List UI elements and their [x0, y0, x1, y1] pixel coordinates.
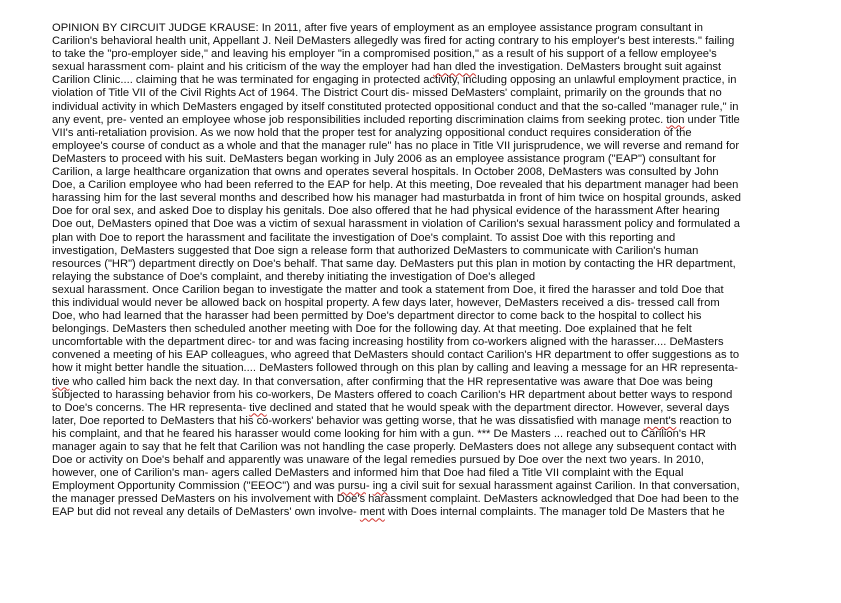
text-segment: VII's anti-retaliation provision. As we now hold that the proper test for analyzing oppositional conduct requires consideration of the: [52, 126, 692, 139]
text-segment: manager again to say that he felt that Carilion was not handling the case properly. DeMasters does not allege any subsequent contact with: [52, 441, 737, 453]
text-line: [52, 35, 822, 48]
text-segment: DeMasters to proceed with his suit. DeMasters began working in July 2006 as an employee assistance program ("EAP") consultant for: [52, 152, 716, 165]
text-segment: belongings. DeMasters then scheduled another meeting with Doe for the following day. At that meeting. Doe explained that he felt: [52, 323, 692, 336]
text-segment: resources ("HR") department directly on Doe's behalf. That same day. DeMasters put this plan in motion by contacting the HR department,: [52, 257, 736, 270]
misspelled-word: han dled: [433, 61, 477, 74]
text-segment: employee's course of conduct as a whole and that the manager rule" has no place in Title VII jurisprudence, we will reverse and remand for: [52, 139, 740, 152]
text-segment: individual activity in which DeMasters engaged by itself constituted protected oppositional conduct and that the so-called "manager rule," in: [52, 100, 739, 113]
text-line: [52, 336, 822, 349]
text-line: [52, 362, 822, 375]
text-line: [52, 205, 822, 218]
misspelled-word: ing: [372, 480, 388, 493]
text-line: [52, 493, 822, 506]
text-line: [52, 114, 822, 127]
text-segment: uncomfortable with the department direc- tor and was facing increasing hostility from co-workers aligned with the harasser.... DeMasters: [52, 336, 724, 349]
text-segment: sexual harassment com- plaint and his criticism of the way the employer had: [52, 61, 434, 74]
text-segment: under Title: [684, 113, 740, 126]
text-line: [52, 48, 822, 61]
misspelled-word: tive: [52, 375, 70, 388]
text-line: [52, 232, 822, 245]
misspelled-word: pursu: [337, 480, 366, 493]
opinion-text-body: [52, 22, 822, 520]
text-segment: OPINION BY CIRCUIT JUDGE KRAUSE: In 2011, after five years of employment as an employee assistance program consultant in: [52, 22, 704, 34]
text-line: [52, 467, 822, 480]
text-segment: later, Doe reported to DeMasters that his co-workers' behavior was getting worse, that he was dissatisfied with manage: [52, 414, 644, 427]
text-segment: -: [365, 480, 373, 493]
text-segment: declined and stated that he would speak with the department director. However, several days: [266, 401, 730, 414]
text-line: [52, 245, 822, 258]
text-line: [52, 480, 822, 493]
text-segment: his complaint, and that he feared his harasser would come looking for him with a gun. *** De Masters ... reached out to Carilion's HR: [52, 427, 706, 440]
text-segment: how it might better handle the situation.... DeMasters followed through on this plan by calling and leaving a message for an HR representa-: [52, 362, 738, 375]
misspelled-word: ment: [359, 506, 385, 519]
text-segment: to Doe's concerns. The HR representa-: [52, 401, 250, 414]
text-segment: however, one of Carilion's man- agers called DeMasters and informed him that Doe had filed a Title VII complaint with the Equal: [52, 467, 684, 480]
text-segment: Carilion, a large healthcare organization that owns and operates several hospitals. In October 2008, DeMasters was consulted by John: [52, 166, 719, 179]
text-line: [52, 402, 822, 415]
misspelled-word: tive: [249, 401, 267, 414]
text-segment: a civil suit for sexual harassment against Carilion. In that conversation,: [387, 480, 740, 493]
text-line: [52, 389, 822, 402]
text-segment: Doe out, DeMasters opined that Doe was a victim of sexual harassment in violation of Carilion's sexual harassment policy and formulated a: [52, 218, 741, 231]
text-line: [52, 218, 822, 231]
text-line: [52, 61, 822, 74]
text-segment: Carilion's behavioral health unit, Appellant J. Neil DeMasters allegedly was fired for acting contrary to his employer's best interests." failing: [52, 35, 735, 48]
text-segment: the investigation. DeMasters brought suit against: [476, 61, 722, 74]
text-segment: violation of Title VII of the Civil Rights Act of 1964. The District Court dis- missed DeMasters' complaint, primarily on the grounds that no: [52, 87, 722, 100]
text-line: [52, 297, 822, 310]
text-segment: EAP but did not reveal any details of DeMasters' own involve-: [52, 506, 360, 519]
misspelled-word: ment's: [643, 414, 677, 427]
misspelled-word: tion: [666, 113, 685, 126]
text-line: [52, 140, 822, 153]
text-line: [52, 127, 822, 140]
text-line: [52, 101, 822, 114]
text-segment: this individual would never be allowed back on hospital property. A few days later, however, DeMasters received a dis- tressed call from: [52, 296, 720, 309]
text-line: [52, 258, 822, 271]
text-segment: reaction to: [676, 414, 732, 427]
text-segment: the manager pressed DeMasters on his involvement with Doe's harassment complaint. DeMasters acknowledged that Doe had been to the: [52, 493, 739, 506]
text-segment: investigation, DeMasters suggested that Doe sign a release form that authorized DeMasters to communicate with Carilion's human: [52, 244, 699, 257]
text-line: [52, 415, 822, 428]
text-segment: who called him back the next day. In that conversation, after confirming that the HR representative was aware that Doe was being: [69, 375, 713, 388]
text-line: [52, 349, 822, 362]
text-line: [52, 192, 822, 205]
text-segment: subjected to harassing behavior from his co-workers, De Masters offered to coach Carilion's HR department about better ways to respond: [52, 388, 733, 401]
text-line: [52, 87, 822, 100]
text-segment: to take the "pro-employer side," and leaving his employer "in a compromised position," as a result of his support of a fellow employee's: [52, 48, 717, 61]
text-line: [52, 74, 822, 87]
text-line: [52, 271, 822, 284]
text-segment: sexual harassment. Once Carilion began to investigate the matter and took a statement from Doe, it fired the harasser and told Doe that: [52, 283, 724, 296]
text-line: [52, 310, 822, 323]
text-segment: Doe for oral sex, and asked Doe to display his genitals. Doe also offered that he had physical evidence of the harassment After hearing: [52, 205, 720, 218]
text-segment: Doe, who had learned that the harasser had been permitted by Doe's department director to come back to the hospital to collect his: [52, 310, 702, 323]
text-line: [52, 166, 822, 179]
text-segment: convened a meeting of his EAP colleagues, who agreed that DeMasters should contact Carilion's HR department to offer suggestions as to: [52, 349, 740, 362]
text-line: [52, 22, 822, 35]
text-line: [52, 454, 822, 467]
text-segment: relaying the substance of Doe's complaint, and thereby initiating the investigation of Doe's alleged: [52, 270, 536, 283]
text-segment: any event, pre- vented an employee whose job responsibilities included reporting discrimination claims from seeking protec.: [52, 113, 667, 126]
text-segment: Employment Opportunity Commission ("EEOC") and was: [52, 480, 338, 493]
text-line: [52, 376, 822, 389]
text-line: [52, 506, 822, 519]
text-line: [52, 323, 822, 336]
text-segment: harassing him for the last several months and described how his manager had masturbatda in front of him twice on hospital grounds, asked: [52, 192, 742, 205]
text-line: [52, 428, 822, 441]
text-line: [52, 179, 822, 192]
text-segment: plan with Doe to report the harassment and facilitate the investigation of Doe's complaint. To assist Doe with this reporting and: [52, 231, 676, 244]
text-segment: Doe or activity on Doe's behalf and apparently was unaware of the legal remedies pursued by Doe over the next two years. In 2010,: [52, 454, 705, 467]
text-segment: with Does internal complaints. The manager told De Masters that he: [384, 506, 725, 519]
text-segment: Doe, a Carilion employee who had been referred to the EAP for help. At this meeting, Doe revealed that his department manager had been: [52, 179, 739, 192]
text-line: [52, 153, 822, 166]
text-segment: Carilion Clinic.... claiming that he was terminated for engaging in protected activity, including opposing an unlawful employment practice, in: [52, 74, 737, 87]
text-line: [52, 284, 822, 297]
text-line: [52, 441, 822, 454]
